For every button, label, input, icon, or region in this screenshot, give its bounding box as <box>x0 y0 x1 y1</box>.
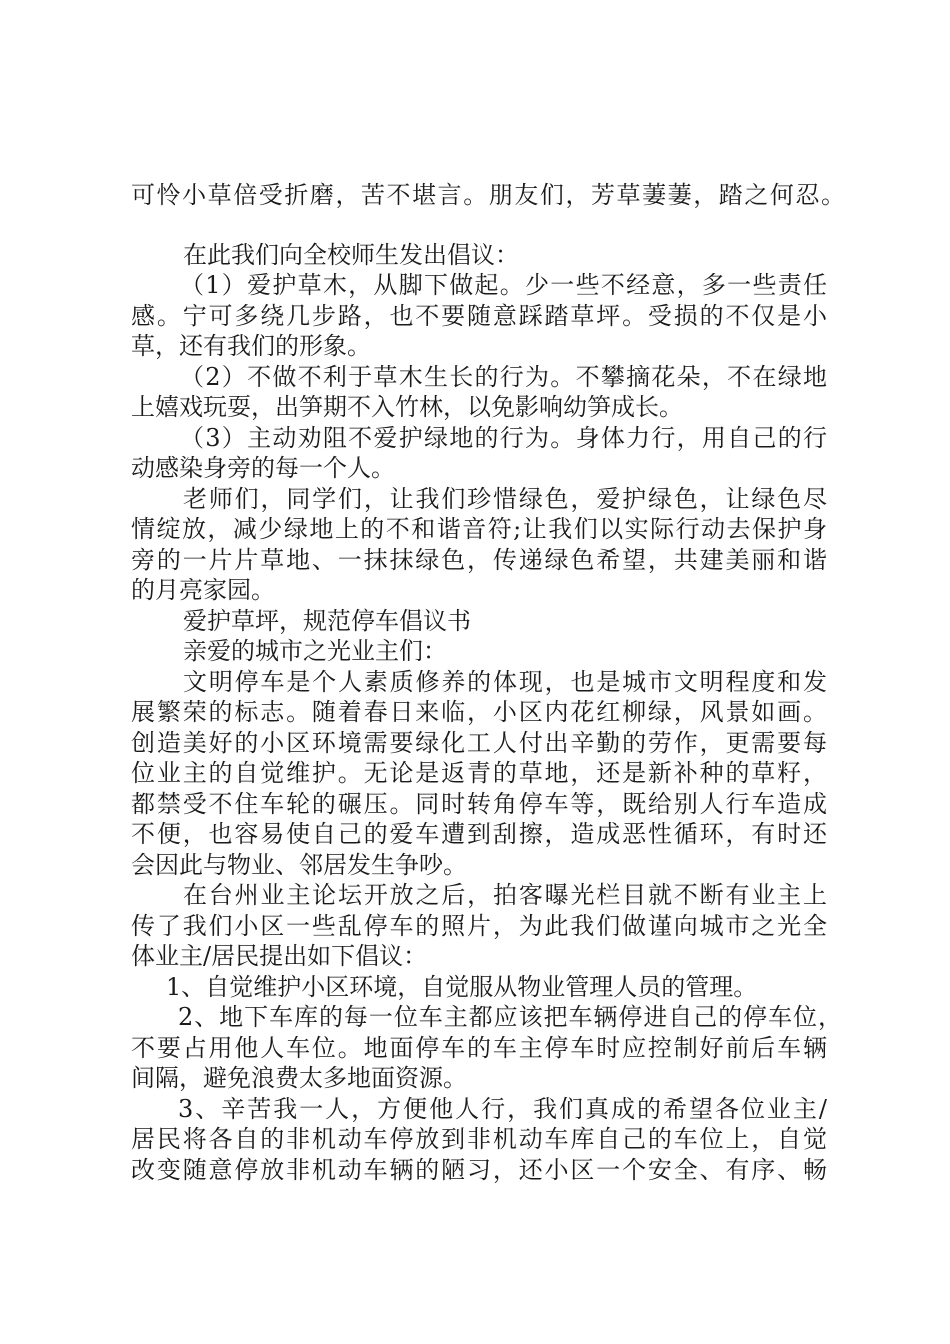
text-line: 居民将各自的非机动车停放到非机动车库自己的车位上，自觉 <box>131 1125 827 1153</box>
text-line: 改变随意停放非机动车辆的陋习，还小区一个安全、有序、畅 <box>131 1156 827 1184</box>
list-item: 3、辛苦我一人，方便他人行，我们真成的希望各位业主/ <box>178 1095 827 1123</box>
text-line: 在此我们向全校师生发出倡议： <box>183 241 519 269</box>
text-line: 传了我们小区一些乱停车的照片，为此我们做谨向城市之光全 <box>131 912 827 940</box>
text-line: 可怜小草倍受折磨，苦不堪言。朋友们，芳草萋萋，踏之何忍。 <box>131 181 845 209</box>
text-line: （3）主动劝阻不爱护绿地的行为。身体力行，用自己的行 <box>180 424 827 452</box>
salutation: 亲爱的城市之光业主们： <box>183 637 447 665</box>
text-line: 不要占用他人车位。地面停车的车主停车时应控制好前后车辆 <box>131 1034 827 1062</box>
text-line: 情绽放，减少绿地上的不和谐音符;让我们以实际行动去保护身 <box>131 515 827 543</box>
text-line: （1）爱护草木，从脚下做起。少一些不经意，多一些责任 <box>180 271 827 299</box>
text-line: 会因此与物业、邻居发生争吵。 <box>131 851 467 879</box>
text-line: 位业主的自觉维护。无论是返青的草地，还是新补种的草籽， <box>131 759 827 787</box>
text-line: 创造美好的小区环境需要绿化工人付出辛勤的劳作，更需要每 <box>131 729 827 757</box>
text-line: 旁的一片片草地、一抹抹绿色，传递绿色希望，共建美丽和谐 <box>131 546 827 574</box>
text-line: 展繁荣的标志。随着春日来临，小区内花红柳绿，风景如画。 <box>131 698 827 726</box>
section-title: 爱护草坪，规范停车倡议书 <box>183 607 471 635</box>
text-line: 老师们，同学们，让我们珍惜绿色，爱护绿色，让绿色尽 <box>183 485 827 513</box>
text-line: 间隔，避免浪费太多地面资源。 <box>131 1064 467 1092</box>
text-line: 文明停车是个人素质修养的体现，也是城市文明程度和发 <box>183 668 827 696</box>
text-line: 上嬉戏玩耍，出笋期不入竹林，以免影响幼笋成长。 <box>131 393 683 421</box>
text-line: 的月亮家园。 <box>131 576 275 604</box>
text-line: （2）不做不利于草木生长的行为。不攀摘花朵，不在绿地 <box>180 363 827 391</box>
text-line: 体业主/居民提出如下倡议： <box>131 942 428 970</box>
text-line: 不便，也容易使自己的爱车遭到刮擦，造成恶性循环，有时还 <box>131 820 827 848</box>
text-line: 感。宁可多绕几步路，也不要随意踩踏草坪。受损的不仅是小 <box>131 302 827 330</box>
text-line: 草，还有我们的形象。 <box>131 332 371 360</box>
list-item: 2、地下车库的每一位车主都应该把车辆停进自己的停车位， <box>178 1003 842 1031</box>
text-line: 在台州业主论坛开放之后，拍客曝光栏目就不断有业主上 <box>183 881 827 909</box>
text-line: 都禁受不住车轮的碾压。同时转角停车等，既给别人行车造成 <box>131 790 827 818</box>
text-line: 动感染身旁的每一个人。 <box>131 454 395 482</box>
list-item: 1、自觉维护小区环境，自觉服从物业管理人员的管理。 <box>166 973 758 1001</box>
